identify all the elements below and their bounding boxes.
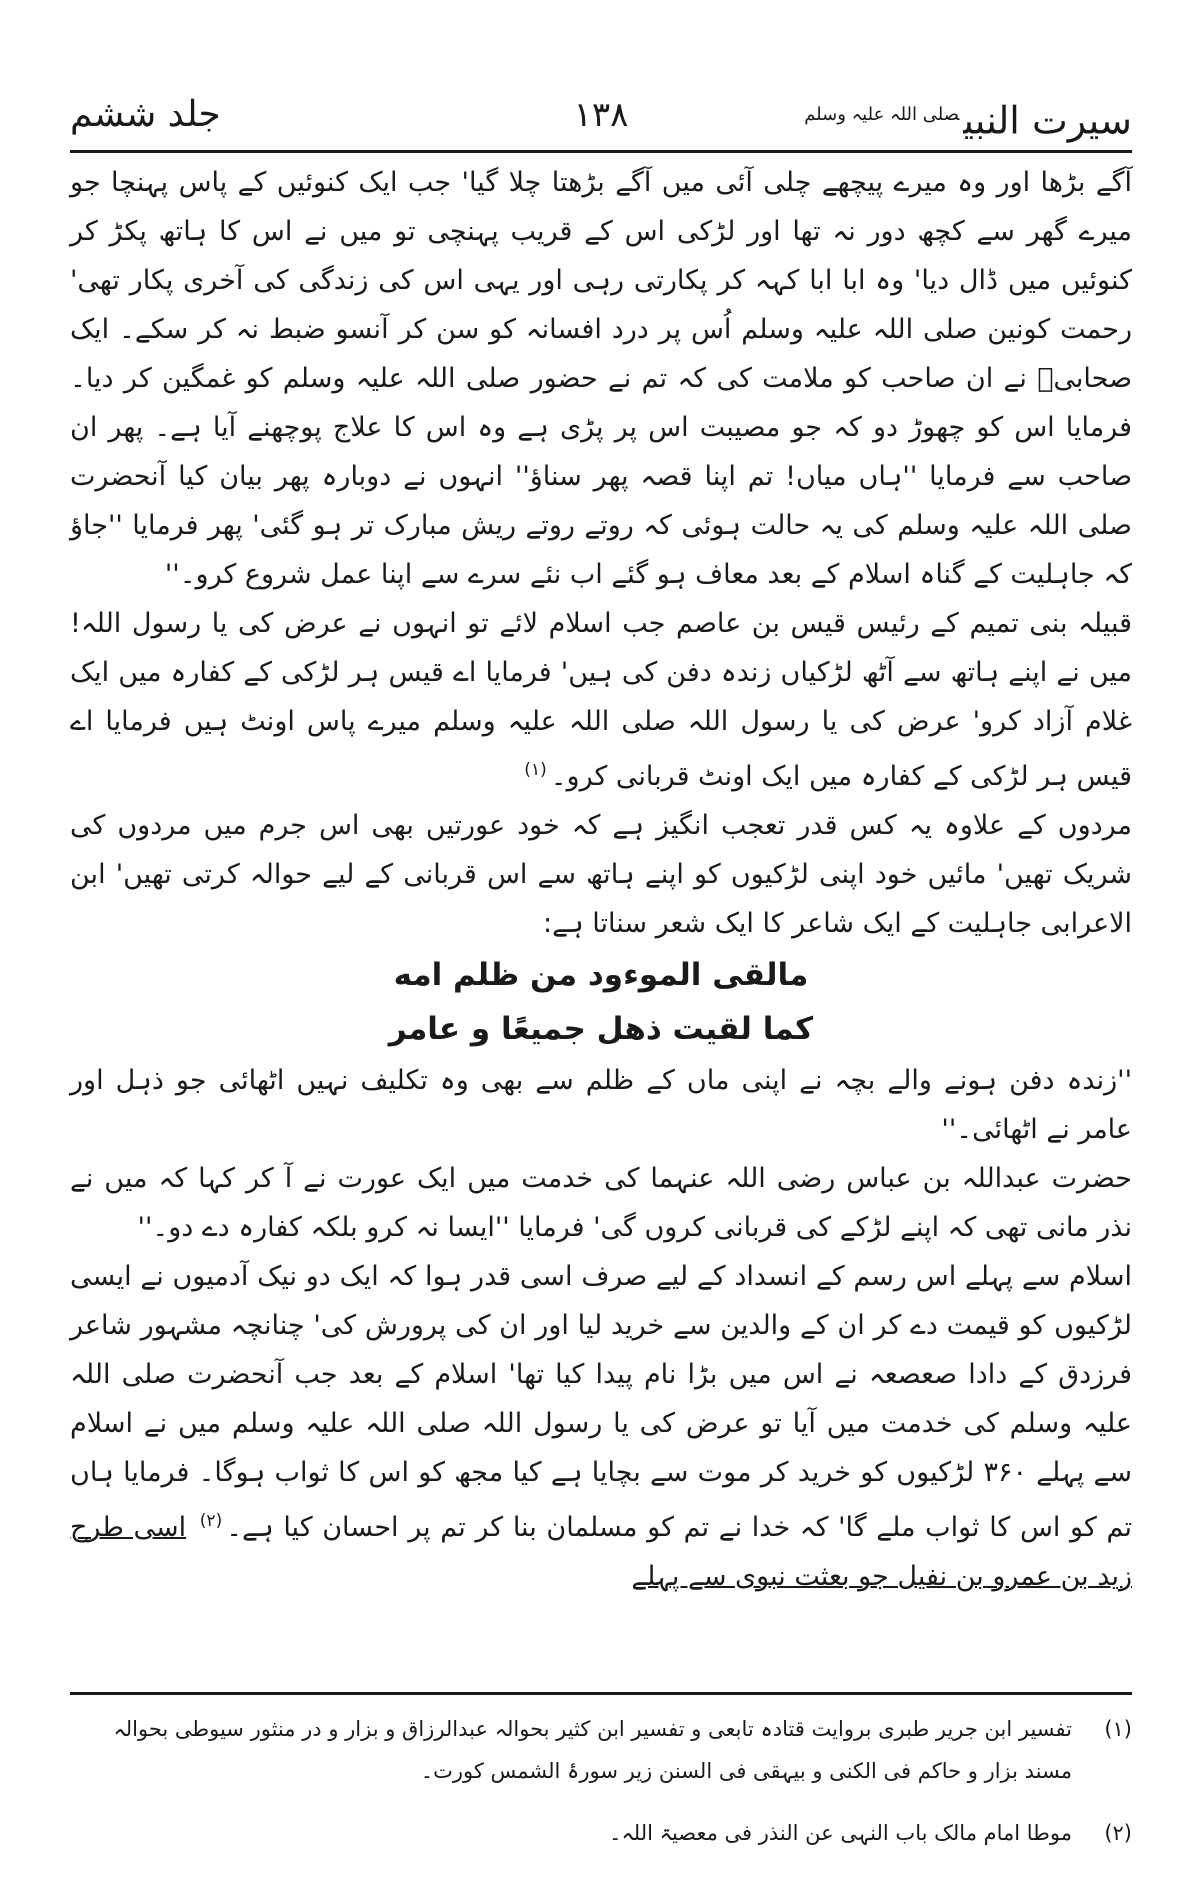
honorific-symbol: صلی اللہ علیہ وسلم: [804, 104, 960, 125]
footnote-reference: (۲): [199, 1511, 223, 1531]
footnote-number: (۱): [1104, 1717, 1132, 1741]
paragraph: مردوں کے علاوہ یہ کس قدر تعجب انگیز ہے کہ خود عورتیں بھی اس جرم میں مردوں کی شریک تھیں' مائیں خود اپنی لڑکیوں کو اپنے ہاتھ سے اس قربانی کے لیے حوالہ کرتی تھیں' ابن الاعرابی جاہلیت کے ایک شاعر کا ایک شعر سناتا ہے:: [70, 810, 1132, 939]
footnote-text: موطا امام مالک باب النہی عن النذر فی معصیۃ اللہ۔: [609, 1821, 1072, 1845]
paragraph: [70, 599, 1132, 801]
paragraph: [70, 1252, 1132, 1601]
main-text: [70, 158, 1132, 1601]
footnote-text: تفسیر ابن جریر طبری بروایت قتادہ تابعی و تفسیر ابن کثیر بحوالہ عبدالرزاق و بزار و در منثور سیوطی بحوالہ مسند بزار و حاکم فی الکنی و بیہقی فی السنن زیر سورۂ الشمس کورت۔: [113, 1717, 1072, 1783]
footnotes: [70, 1708, 1132, 1874]
book-title-text: سیرت النبی: [963, 98, 1132, 143]
footnote-divider: [70, 1692, 1132, 1695]
footnote-item: [70, 1708, 1132, 1792]
poem-translation: ''زندہ دفن ہونے والے بچہ نے اپنی ماں کے ظلم سے بھی وہ تکلیف نہیں اٹھائی جو ذہل اور عامر نے اٹھائی۔'': [70, 1065, 1132, 1145]
poem-line: كما لقيت ذهل جميعًا و عامر: [388, 1011, 814, 1047]
book-page: [70, 80, 1132, 1860]
page-header: [70, 80, 1132, 153]
footnote-number: (۲): [1104, 1821, 1132, 1845]
poem-line: مالقی الموءود من ظلم امه: [393, 957, 809, 993]
footnote-reference: (۱): [524, 760, 547, 780]
paragraph: حضرت عبداللہ بن عباس رضی اللہ عنہما کی خدمت میں ایک عورت نے آ کر کہا کہ میں نے نذر مانی تھی کہ اپنے لڑکے کی قربانی کروں گی' فرمایا ''ایسا نہ کرو بلکہ کفارہ دے دو۔'': [70, 1163, 1132, 1243]
paragraph: آگے بڑھا اور وہ میرے پیچھے چلی آئی میں آگے بڑھتا چلا گیا' جب ایک کنوئیں کے پاس پہنچا جو میرے گھر سے کچھ دور نہ تھا اور لڑکی اس کے قریب پہنچی تو میں نے اس کا ہاتھ پکڑ کر کنوئیں میں ڈال دیا' وہ ابا ابا کہہ کر پکارتی رہی اور یہی اس کی زندگی کی آخری پکار تھی' رحمت کونین صلی اللہ علیہ وسلم اُس پر درد افسانہ کو سن کر آنسو ضبط نہ کر سکے۔ ایک صحابیؓ نے ان صاحب کو ملامت کی کہ تم نے حضور صلی اللہ علیہ وسلم کو غمگین کر دیا۔ فرمایا اس کو چھوڑ دو کہ جو مصیبت اس پر پڑی ہے وہ اس کا علاج پوچھنے آیا ہے۔ پھر ان صاحب سے فرمایا ''ہاں میاں! تم اپنا قصہ پھر سناؤ'' انہوں نے دوبارہ پھر بیان کیا آنحضرت صلی اللہ علیہ وسلم کی یہ حالت ہوئی کہ روتے روتے ریش مبارک تر ہو گئی' پھر فرمایا ''جاؤ کہ جاہلیت کے گناہ اسلام کے بعد معاف ہو گئے اب نئے سرے سے اپنا عمل شروع کرو۔'': [70, 167, 1132, 590]
footnote-item: [70, 1812, 1132, 1854]
continuation-line: اسی طرح زید بن عمرو بن نفیل جو بعثت نبوی سے پہلے: [70, 1512, 1132, 1592]
arabic-poem: [70, 948, 1132, 1056]
paragraph-text: اسلام سے پہلے اس رسم کے انسداد کے لیے صرف اسی قدر ہوا کہ ایک دو نیک آدمیوں نے ایسی لڑکیوں کو قیمت دے کر ان کے والدین سے خرید لیا اور ان کی پرورش کی' چنانچہ مشہور شاعر فرزدق کے دادا صعصعہ نے اس میں بڑا نام پیدا کیا تھا' اسلام کے بعد جب آنحضرت صلی اللہ علیہ وسلم کی خدمت میں آیا تو عرض کی یا رسول اللہ صلی اللہ علیہ وسلم میں نے اسلام سے پہلے ۳۶۰ لڑکیوں کو خرید کر موت سے بچایا ہے کیا مجھ کو اس کا ثواب ہوگا۔ فرمایا ہاں تم کو اس کا ثواب ملے گا' کہ خدا نے تم کو مسلمان بنا کر تم پر احسان کیا ہے۔: [70, 1261, 1133, 1543]
volume-label: جلد ششم: [70, 94, 221, 135]
page-number: ۱۳۸: [573, 95, 629, 135]
paragraph-text: قبیلہ بنی تمیم کے رئیس قیس بن عاصم جب اسلام لائے تو انہوں نے عرض کی یا رسول اللہ! میں نے اپنے ہاتھ سے آٹھ لڑکیاں زندہ دفن کی ہیں' فرمایا اے قیس ہر لڑکی کے کفارہ میں ایک غلام آزاد کرو' عرض کی یا رسول اللہ صلی اللہ علیہ وسلم میرے پاس اونٹ ہیں فرمایا اے قیس ہر لڑکی کے کفارہ میں ایک اونٹ قربانی کرو۔: [70, 608, 1132, 792]
